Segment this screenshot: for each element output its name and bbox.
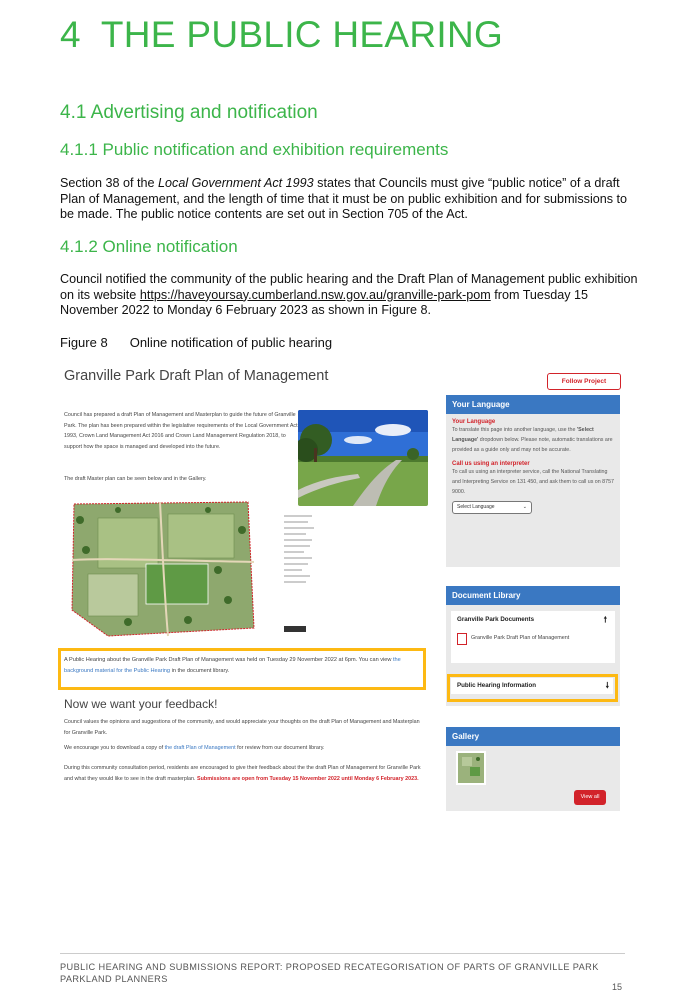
language-sub: Your Language [452, 419, 496, 425]
language-txt-post: dropdown below. Please note, automatic translations are provided as a guide only and may not be accurate. [452, 437, 613, 453]
language-txt-pre: To translate this page into another language, use the [452, 427, 577, 433]
para1-pre: Section 38 of the [60, 176, 159, 190]
section-4-1-2-heading: 4.1.2 Online notification [60, 237, 238, 256]
follow-project-button[interactable]: Follow Project [547, 373, 621, 390]
view-all-button[interactable]: View all [574, 790, 606, 805]
intro-text: Council has prepared a draft Plan of Management and Masterplan to guide the future of Granville Park. The plan has been prepared within the legislative requirements of the Local Government Act 1993, Crown Land Management Act 2016 and Crown Land Management Regulation 2018, to support how the space is managed and developed into the future. [64, 412, 298, 450]
notice-paragraph [60, 176, 640, 223]
arrow-up-icon: 🠕 [603, 615, 607, 624]
select-language-value: Select Language [457, 504, 495, 510]
select-language-dropdown[interactable] [452, 501, 532, 514]
gallery-head: Gallery [446, 727, 620, 746]
language-text [452, 425, 614, 455]
masterplan-map [68, 500, 294, 640]
feedback-para-2 [64, 743, 424, 754]
background-material-link[interactable]: the background material for the Public Hearing [64, 657, 401, 674]
public-hearing-folder-label: Public Hearing Information [457, 682, 537, 689]
map-legend [282, 508, 342, 638]
draft-pom-link[interactable]: the draft Plan of Management [164, 745, 236, 751]
hearing-notice [64, 655, 419, 677]
section-4-1-1-heading: 4.1.1 Public notification and exhibition requirements [60, 140, 449, 159]
act-name: Local Government Act 1993 [158, 176, 314, 190]
feedback-para-1: Council values the opinions and suggestions of the community, and would appreciate your thoughts on the draft Plan of Management and Masterplan for Granville Park. [64, 719, 420, 736]
language-panel [446, 395, 620, 567]
footer-divider [60, 953, 625, 954]
fb3-pre: During this community consultation period, residents are encouraged to give their feedback about the the draft Plan of Management for Granville Park and what they would like to see in the draft masterplan. [64, 765, 421, 782]
para2-post: from Tuesday 15 November 2022 to Monday 6 February 2023 as shown in Figure 8. [60, 287, 589, 317]
interpreter-text: To call us using an interpreter service, call the National Translating and Interpreting Service on 131 450, and ask them to call us on 8757 9000. [452, 469, 614, 495]
para2-pre: Council notified the community of the public hearing and the Draft Plan of Management public exhibition on its website [60, 272, 638, 302]
doc-folder-granville[interactable] [451, 611, 615, 629]
language-panel-head: Your Language [446, 395, 620, 414]
chapter-number: 4 [60, 14, 81, 55]
figure-label: Figure 8 [60, 335, 108, 350]
hearing-pre: A Public Hearing about the Granville Park Draft Plan of Management was held on Tuesday 29 November 2022 at 6pm. You can view [64, 657, 393, 663]
doclib-head: Document Library [446, 586, 620, 605]
chevron-down-icon: ⌄ [522, 504, 527, 510]
park-photo [298, 410, 428, 506]
gallery-thumbnail[interactable] [456, 751, 486, 785]
pdf-icon [457, 633, 467, 645]
masterplan-note: The draft Master plan can be seen below and in the Gallery. [64, 476, 207, 482]
fb2-pre: We encourage you to download a copy of [64, 745, 165, 751]
doc-item-label: Granville Park Draft Plan of Management [471, 635, 570, 641]
feedback-para-3 [64, 763, 424, 784]
online-notification-paragraph [60, 272, 640, 319]
website-screenshot [58, 360, 624, 815]
doc-folder-public-hearing[interactable] [451, 678, 613, 694]
language-txt-bold: 'Select Language' [452, 427, 594, 443]
para1-post: states that Councils must give “public notice” of a draft Plan of Management, and the length of time that it must be on public exhibition and for submissions to be made. The public notice contents are set out in Section 705 of the Act. [60, 176, 628, 221]
figure-caption-text: Online notification of public hearing [129, 335, 333, 350]
arrow-down-icon: 🠗 [605, 681, 609, 690]
section-4-1-heading: 4.1 Advertising and notification [60, 102, 318, 123]
chapter-heading [60, 14, 503, 56]
doc-item[interactable] [451, 629, 615, 663]
page-number: 15 [612, 982, 623, 992]
footer-report-title: PUBLIC HEARING AND SUBMISSIONS REPORT: PROPOSED RECATEGORISATION OF PARTS OF GRANVILLE PARK [60, 962, 599, 972]
hearing-post: in the document library. [170, 668, 230, 674]
figure-caption [60, 335, 332, 350]
screenshot-page-title: Granville Park Draft Plan of Management [64, 368, 329, 384]
interpreter-sub: Call us using an interpreter [452, 461, 530, 467]
website-link[interactable]: https://haveyoursay.cumberland.nsw.gov.au/granville-park-pom [139, 287, 491, 302]
gallery-panel [446, 727, 620, 811]
chapter-title: THE PUBLIC HEARING [100, 14, 504, 55]
fb2-post: for review from our document library. [235, 745, 325, 751]
feedback-heading: Now we want your feedback! [64, 697, 218, 711]
doc-folder-label: Granville Park Documents [457, 616, 535, 623]
submissions-dates: Submissions are open from Tuesday 15 November 2022 until Monday 6 February 2023. [197, 775, 419, 782]
footer-author: PARKLAND PLANNERS [60, 974, 168, 984]
